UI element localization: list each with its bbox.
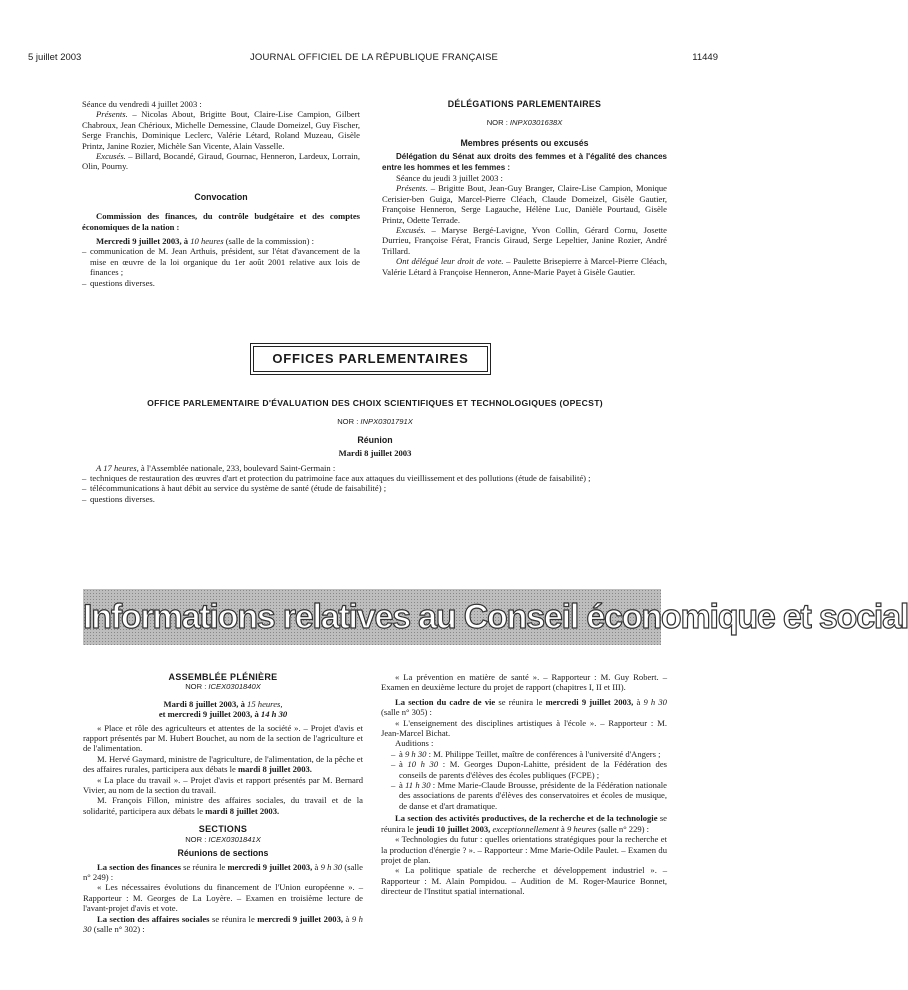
meeting-date: Mercredi 9 juillet 2003, à xyxy=(96,236,189,247)
text: à xyxy=(312,861,321,872)
nor-code: ICEX0301840X xyxy=(208,682,261,692)
audition-text: : M. Georges Dupon-Lahitte, président de la Fédération des conseils de parents d'élèves des écoles publiques (FCPE) ; xyxy=(399,759,667,780)
right-top-column xyxy=(382,99,667,277)
section-name: La section des affaires sociales xyxy=(97,913,210,924)
audition-item: – à 9 h 30 : M. Philippe Teillet, maître de conférences à l'université d'Angers ; xyxy=(391,749,667,759)
commission-title: Commission des finances, du contrôle budgétaire et des comptes économiques de la nation : xyxy=(82,211,360,232)
bold-date: mercredi 9 juillet 2003, xyxy=(257,913,344,924)
page-number: 11449 xyxy=(692,52,718,63)
agenda-item: – télécommunications à haut débit au service du système de santé (étude de faisabilité) ; xyxy=(82,483,668,493)
finances-topic: « Les nécessaires évolutions du financement de l'Union européenne ». – Rapporteur : M. Georges de La Loyère. – Examen en troisième lecture de l'avant-projet d'avis et vote. xyxy=(83,882,363,914)
bold-date: mardi 8 juillet 2003. xyxy=(237,764,312,775)
nor-code: INPX0301791X xyxy=(360,417,413,427)
delegue-label: Ont délégué leur droit de vote. xyxy=(396,256,504,267)
opecst-agenda xyxy=(82,473,668,504)
ces-left-column xyxy=(83,672,363,934)
room: (salle n° 229) : xyxy=(595,823,650,834)
delegation-excuses xyxy=(382,225,667,256)
meeting-line xyxy=(82,236,360,246)
nor-prefix: NOR : xyxy=(337,417,361,427)
text-italic: exceptionnellement xyxy=(490,823,559,834)
delegation-votes xyxy=(382,256,667,277)
nor-code: INPX0301638X xyxy=(509,118,563,128)
intro-text: à l'Assemblée nationale, 233, boulevard Saint-Germain : xyxy=(138,462,336,473)
bold-date: jeudi 10 juillet 2003, xyxy=(415,823,491,834)
cadre-de-vie-meeting xyxy=(381,697,667,718)
sections-title: SECTIONS xyxy=(198,824,248,835)
delegation-presents xyxy=(382,183,667,225)
audition-time: 9 h 30 xyxy=(404,748,427,759)
sections-nor xyxy=(83,835,363,845)
activites-productives-meeting xyxy=(381,813,667,834)
ces-banner: Informations relatives au Conseil économique et social xyxy=(83,589,661,645)
excuses-text: – Billard, Bocandé, Giraud, Gournac, Henneron, Lardeux, Lorrain, Olin, Pourny. xyxy=(82,151,360,172)
text: M. Hervé Gaymard, ministre de l'agriculture, de l'alimentation, de la pêche et des affaires rurales, participera aux débats le xyxy=(83,753,363,775)
time: 9 h 30 xyxy=(643,696,667,707)
time: 9 h 30 xyxy=(320,861,343,872)
date-text: Mardi 8 juillet 2003, à xyxy=(163,698,245,709)
prevention-topic: « La prévention en matière de santé ». – Rapporteur : M. Guy Robert. – Examen en deuxième lecture du projet de rapport (chapitres I, II et III). xyxy=(381,672,667,693)
bold-date: mardi 8 juillet 2003. xyxy=(205,805,280,816)
date-time: 15 heures, xyxy=(247,698,283,709)
presents-paragraph xyxy=(82,109,360,151)
nor-prefix: NOR : xyxy=(185,682,209,692)
reunion-intro xyxy=(82,463,668,473)
delegation-seance: Séance du jeudi 3 juillet 2003 : xyxy=(396,173,503,184)
seance-line: Séance du vendredi 4 juillet 2003 : xyxy=(82,99,202,109)
assemblee-nor xyxy=(83,682,363,692)
room: (salle n° 302) : xyxy=(91,923,145,934)
section-name: La section du cadre de vie xyxy=(395,696,496,707)
presents-text: – Brigitte Bout, Jean-Guy Branger, Claire-Lise Campion, Monique Cerisier-ben Guiga, Marcel-Pierre Cléach, Claude Domeizel, Gisèle Gautier, Françoise Henneron, Serge Lagauche, Hélène Luc, Danièle Pourtaud, Gisèle Printz, Odette Terrade. xyxy=(382,183,667,225)
ces-right-column xyxy=(381,672,667,897)
delegue-text: – Paulette Brisepierre à Marcel-Pierre Cléach, Valérie Létard à Françoise Henneron, Anne-Marie Payet à Gisèle Gautier. xyxy=(382,256,667,277)
enseignement-topic: « L'enseignement des disciplines artistiques à l'école ». – Rapporteur : M. Jean-Marcel Bichat. xyxy=(381,717,667,739)
audition-item: – à 11 h 30 : Mme Marie-Claude Brousse, présidente de la Fédération nationale des associations de parents d'élèves des conservatoires et écoles de musique, de danse et d'art dramatique. xyxy=(391,780,667,811)
audition-text: : M. Philippe Teillet, maître de conférences à l'université d'Angers ; xyxy=(426,748,661,759)
delegations-title: DÉLÉGATIONS PARLEMENTAIRES xyxy=(447,99,602,109)
agenda-item: – questions diverses. xyxy=(82,494,668,504)
presents-label: Présents. xyxy=(396,183,428,194)
text: se réunira le xyxy=(495,696,546,707)
nor-prefix: NOR : xyxy=(486,118,510,128)
finances-meeting xyxy=(83,862,363,883)
excuses-label: Excusés. xyxy=(396,225,426,236)
section-name: La section des activités productives, de la recherche et de la technologie xyxy=(395,813,658,824)
delegation-name: Délégation du Sénat aux droits des femmes et à l'égalité des chances entre les hommes et les femmes : xyxy=(382,152,667,172)
date-time: 14 h 30 xyxy=(260,709,288,720)
excuses-text: – Maryse Bergé-Lavigne, Yvon Collin, Gérard Cornu, Josette Durrieu, Françoise Férat, Francis Giraud, Serge Lepeltier, Janine Rozier, André Trillard. xyxy=(382,225,667,256)
text: se réunira le xyxy=(209,913,258,924)
time: 9 heures xyxy=(566,823,596,834)
time: 9 h 30 xyxy=(83,913,363,934)
assemblee-date-1 xyxy=(83,699,363,709)
auditions-list xyxy=(391,749,667,811)
assemblee-p3: « La place du travail ». – Projet d'avis et rapport présentés par M. Bernard Vivier, au nom de la section du travail. xyxy=(83,774,363,796)
presents-text: – Nicolas About, Brigitte Bout, Claire-Lise Campion, Gilbert Chabroux, Jean Chérioux, Michelle Demessine, Claude Domeizel, Guy Fischer, Serge Franchis, Dominique Leclerc, Valérie Létard, Roland Muzeau, Gisèle Printz, Janine Rozier, Michèle San Vicente, Alain Vasselle. xyxy=(82,109,360,151)
auditions-label: Auditions : xyxy=(395,738,434,749)
excuses-label: Excusés. xyxy=(96,151,126,162)
presents-label: Présents. xyxy=(96,109,128,120)
nor-prefix: NOR : xyxy=(185,834,209,844)
assemblee-p2 xyxy=(83,754,363,775)
text: à xyxy=(633,696,644,707)
membres-subtitle: Membres présents ou excusés xyxy=(460,137,589,148)
delegations-nor xyxy=(382,118,667,128)
bold-date: mercredi 9 juillet 2003, xyxy=(227,861,313,872)
section-name: La section des finances xyxy=(97,861,181,872)
offices-section xyxy=(82,398,668,504)
audition-time: 11 h 30 xyxy=(405,780,431,791)
audition-time: 10 h 30 xyxy=(407,759,439,770)
text: se réunira le xyxy=(381,813,667,834)
opecst-nor xyxy=(82,417,668,427)
text: à xyxy=(558,823,567,834)
audition-item: – à 10 h 30 : M. Georges Dupon-Lahitte, président de la Fédération des conseils de parents d'élèves des écoles publiques (FCPE) ; xyxy=(391,759,667,780)
excuses-paragraph xyxy=(82,151,360,172)
room: (salle n° 305) : xyxy=(381,707,432,718)
technologies-topic: « Technologies du futur : quelles orientations stratégiques pour la recherche et la production d'énergie ? ». – Rapporteur : Mme Marie-Odile Paulet. – Examen du projet de plan. xyxy=(381,834,667,865)
convocation-title: Convocation xyxy=(194,191,248,202)
text: se réunira le xyxy=(180,861,228,872)
nor-code: ICEX0301841X xyxy=(208,834,261,844)
text: à xyxy=(343,913,352,924)
offices-box-title: OFFICES PARLEMENTAIRES xyxy=(253,346,488,372)
meeting-room: (salle de la commission) : xyxy=(223,236,314,247)
agenda-item: – techniques de restauration des œuvres d'art et protection du patrimoine face aux attaques du vieillissement et des pollutions (étude de faisabilité) ; xyxy=(82,473,668,483)
date-text: et mercredi 9 juillet 2003, à xyxy=(158,709,259,720)
left-top-column xyxy=(82,99,360,288)
header-date: 5 juillet 2003 xyxy=(28,52,82,63)
room: (salle n° 249) : xyxy=(83,861,363,882)
affaires-sociales-meeting xyxy=(83,914,363,935)
assemblee-date-2 xyxy=(83,709,363,719)
agenda-item: – questions diverses. xyxy=(82,278,360,288)
agenda-item: – communication de M. Jean Arthuis, président, sur l'état d'avancement de la mise en œuvre de la loi organique du 1er août 2001 relative aux lois de finances ; xyxy=(82,246,360,277)
text: M. François Fillon, ministre des affaires sociales, du travail et de la solidarité, participera aux débats le xyxy=(83,795,363,816)
politique-spatiale-topic: « La politique spatiale de recherche et développement industriel ». – Rapporteur : M. Alain Pompidou. – Audition de M. Roger-Maurice Bonnet, directeur de l'Institut spatial international. xyxy=(381,865,667,897)
journal-title: JOURNAL OFFICIEL DE LA RÉPUBLIQUE FRANÇAISE xyxy=(249,52,499,63)
opecst-title: OFFICE PARLEMENTAIRE D'ÉVALUATION DES CHOIX SCIENTIFIQUES ET TECHNOLOGIQUES (OPECST) xyxy=(147,398,603,408)
assemblee-p1: « Place et rôle des agriculteurs et attentes de la société ». – Projet d'avis et rapport présentés par M. Hubert Bouchet, au nom de la section de l'agriculture et de l'alimentation. xyxy=(83,722,363,754)
reunion-date: Mardi 8 juillet 2003 xyxy=(338,448,412,459)
assemblee-title: ASSEMBLÉE PLÉNIÈRE xyxy=(168,672,278,682)
audition-text: : Mme Marie-Claude Brousse, présidente de la Fédération nationale des associations de parents d'élèves des conservatoires et écoles de musique, de danse et d'art dramatique. xyxy=(399,780,667,811)
bold-date: mercredi 9 juillet 2003, xyxy=(545,696,634,707)
reunion-title: Réunion xyxy=(357,434,393,445)
reunions-title: Réunions de sections xyxy=(177,848,269,859)
assemblee-p4 xyxy=(83,795,363,816)
intro-time: A 17 heures, xyxy=(96,462,139,473)
meeting-time: 10 heures xyxy=(190,236,224,247)
agenda-list xyxy=(82,246,360,288)
